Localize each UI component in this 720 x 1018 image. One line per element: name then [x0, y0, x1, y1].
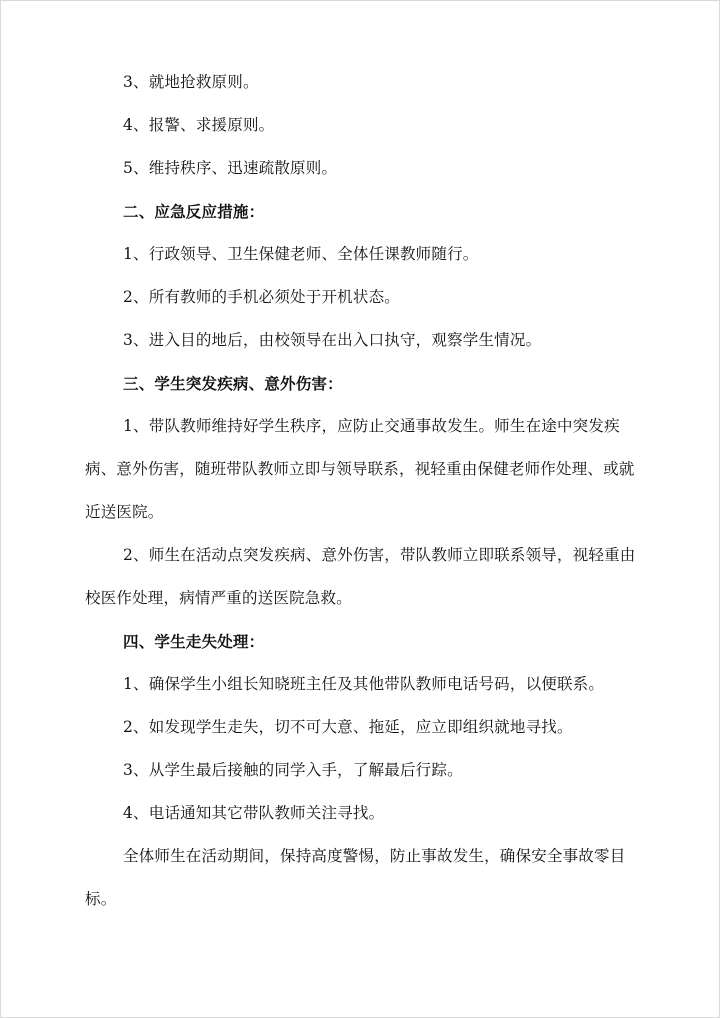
- paragraph-principle-5: 5、维持秩序、迅速疏散原则。: [123, 159, 338, 177]
- paragraph-missing-2: 2、如发现学生走失，切不可大意、拖延，应立即组织就地寻找。: [123, 718, 573, 736]
- paragraph-conclusion: 全体师生在活动期间，保持高度警惕，防止事故发生，确保安全事故零目标。: [85, 847, 626, 908]
- paragraph-measure-3: 3、进入目的地后，由校领导在出入口执守，观察学生情况。: [123, 331, 542, 349]
- paragraph-principle-4: 4、报警、求援原则。: [123, 116, 275, 134]
- section-heading-sudden-illness: 三、学生突发疾病、意外伤害：: [123, 374, 343, 393]
- paragraph-principle-3: 3、就地抢救原则。: [123, 73, 259, 91]
- paragraph-measure-2: 2、所有教师的手机必须处于开机状态。: [123, 288, 400, 306]
- paragraph-missing-1: 1、确保学生小组长知晓班主任及其他带队教师电话号码，以便联系。: [123, 675, 605, 693]
- paragraph-missing-4: 4、电话通知其它带队教师关注寻找。: [123, 804, 385, 822]
- document-body: [85, 61, 645, 921]
- section-heading-emergency-measures: 二、应急反应措施：: [123, 202, 265, 221]
- paragraph-illness-2: 2、师生在活动点突发疾病、意外伤害，带队教师立即联系领导，视轻重由校医作处理，病情严重的送医院急救。: [85, 546, 636, 607]
- paragraph-measure-1: 1、行政领导、卫生保健老师、全体任课教师随行。: [123, 245, 479, 263]
- section-heading-missing-student: 四、学生走失处理：: [123, 632, 265, 651]
- paragraph-missing-3: 3、从学生最后接触的同学入手，了解最后行踪。: [123, 761, 463, 779]
- paragraph-illness-1: 1、带队教师维持好学生秩序，应防止交通事故发生。师生在途中突发疾病、意外伤害，随班带队教师立即与领导联系，视轻重由保健老师作处理、或就近送医院。: [85, 417, 635, 521]
